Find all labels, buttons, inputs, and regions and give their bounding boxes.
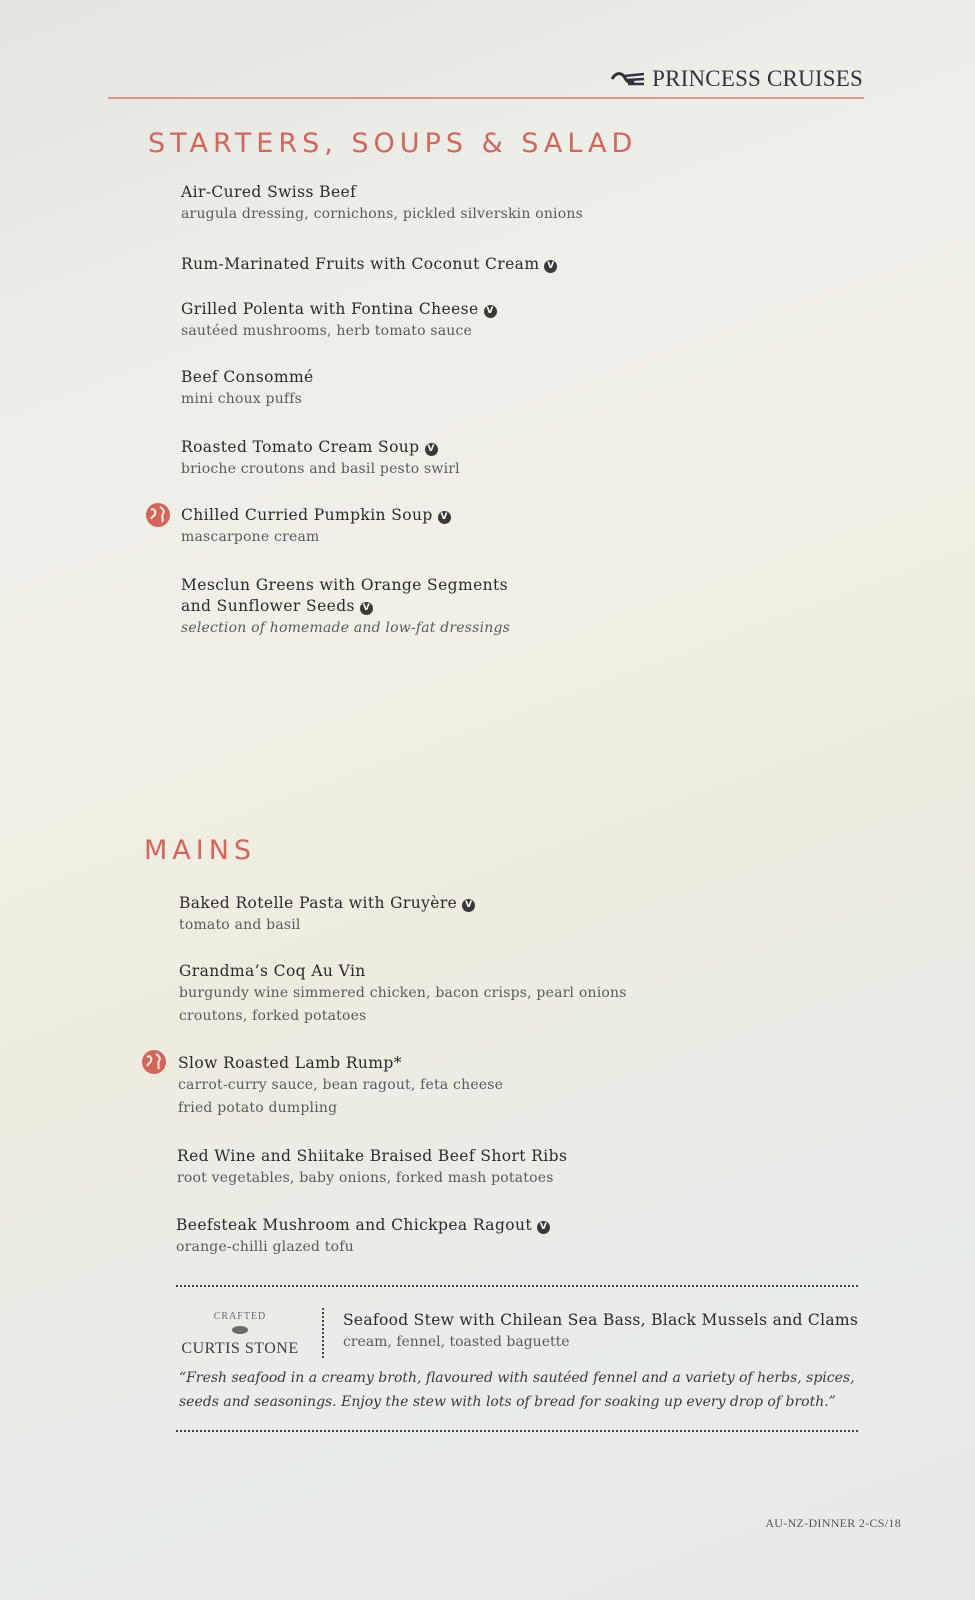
item-name: Seafood Stew with Chilean Sea Bass, Black Mussels and Clams — [343, 1311, 859, 1329]
vegetarian-icon: V — [438, 511, 451, 524]
item-desc: mini choux puffs — [181, 391, 303, 407]
header-rule — [108, 97, 864, 99]
item-desc: sautéed mushrooms, herb tomato sauce — [181, 323, 473, 339]
menu-item — [181, 182, 583, 226]
vegetarian-icon: V — [484, 305, 497, 318]
item-name: Rum-Marinated Fruits with Coconut Cream — [181, 255, 540, 273]
item-desc: burgundy wine simmered chicken, bacon crisps, pearl onions — [179, 985, 627, 1001]
item-name: Mesclun Greens with Orange Segments — [181, 576, 509, 594]
item-name: Slow Roasted Lamb Rump* — [178, 1054, 402, 1072]
item-desc: selection of homemade and low-fat dressings — [181, 620, 511, 636]
vegetarian-icon: V — [537, 1221, 550, 1234]
item-desc: tomato and basil — [179, 917, 301, 933]
item-name: Beefsteak Mushroom and Chickpea Ragout — [176, 1216, 533, 1234]
item-desc: root vegetables, baby onions, forked mash potatoes — [177, 1170, 554, 1186]
item-name: and Sunflower Seeds — [181, 597, 355, 615]
vegetarian-icon: V — [462, 899, 475, 912]
vegetarian-icon: V — [360, 602, 373, 615]
menu-item — [181, 254, 557, 275]
item-desc: arugula dressing, cornichons, pickled silverskin onions — [181, 206, 583, 222]
menu-item — [181, 299, 497, 343]
menu-item — [179, 961, 627, 1028]
item-desc: orange-chilli glazed tofu — [176, 1239, 354, 1255]
leaf-icon — [231, 1325, 249, 1335]
chef-name: CURTIS STONE — [181, 1340, 299, 1357]
section-title-starters: STARTERS, SOUPS & SALAD — [148, 128, 638, 159]
vegetarian-icon: V — [544, 260, 557, 273]
item-desc: brioche croutons and basil pesto swirl — [181, 461, 460, 477]
item-desc: croutons, forked potatoes — [179, 1008, 367, 1024]
item-name: Grilled Polenta with Fontina Cheese — [181, 300, 479, 318]
crafted-label: CRAFTED — [213, 1311, 267, 1322]
item-desc: mascarpone cream — [181, 529, 320, 545]
menu-item — [181, 575, 510, 640]
featured-item — [343, 1309, 858, 1353]
item-name: Chilled Curried Pumpkin Soup — [181, 506, 433, 524]
menu-item — [179, 893, 475, 937]
chef-quote: “Fresh seafood in a creamy broth, flavoured with sautéed fennel and a variety of herbs, spices, seeds and seasonings. Enjoy the stew with lots of bread for soaking up every drop of broth.” — [179, 1370, 855, 1410]
brand-name: PRINCESS CRUISES — [652, 66, 863, 91]
item-name: Air-Cured Swiss Beef — [181, 183, 357, 201]
menu-item — [177, 1146, 567, 1190]
menu-item — [176, 1215, 550, 1259]
brand-logo — [610, 66, 863, 92]
item-desc: fried potato dumpling — [178, 1100, 338, 1116]
menu-item — [178, 1053, 503, 1120]
item-name: Beef Consommé — [181, 368, 314, 386]
wave-logo-icon — [610, 70, 646, 88]
globe-icon — [141, 1049, 167, 1075]
item-desc: carrot-curry sauce, bean ragout, feta cheese — [178, 1077, 504, 1093]
divider-vertical — [322, 1308, 324, 1358]
item-desc: cream, fennel, toasted baguette — [343, 1334, 570, 1350]
divider-top — [176, 1285, 858, 1287]
crafted-badge — [176, 1311, 304, 1358]
item-name: Grandma’s Coq Au Vin — [179, 962, 366, 980]
globe-icon — [145, 502, 171, 528]
menu-item — [181, 437, 460, 481]
menu-code: AU-NZ-DINNER 2-CS/18 — [765, 1516, 901, 1530]
menu-item — [181, 505, 451, 549]
section-title-mains: MAINS — [144, 835, 257, 866]
item-name: Baked Rotelle Pasta with Gruyère — [179, 894, 458, 912]
item-name: Red Wine and Shiitake Braised Beef Short Ribs — [177, 1147, 568, 1165]
item-name: Roasted Tomato Cream Soup — [181, 438, 420, 456]
vegetarian-icon: V — [425, 443, 438, 456]
divider-bottom — [176, 1430, 858, 1432]
menu-item — [181, 367, 314, 411]
